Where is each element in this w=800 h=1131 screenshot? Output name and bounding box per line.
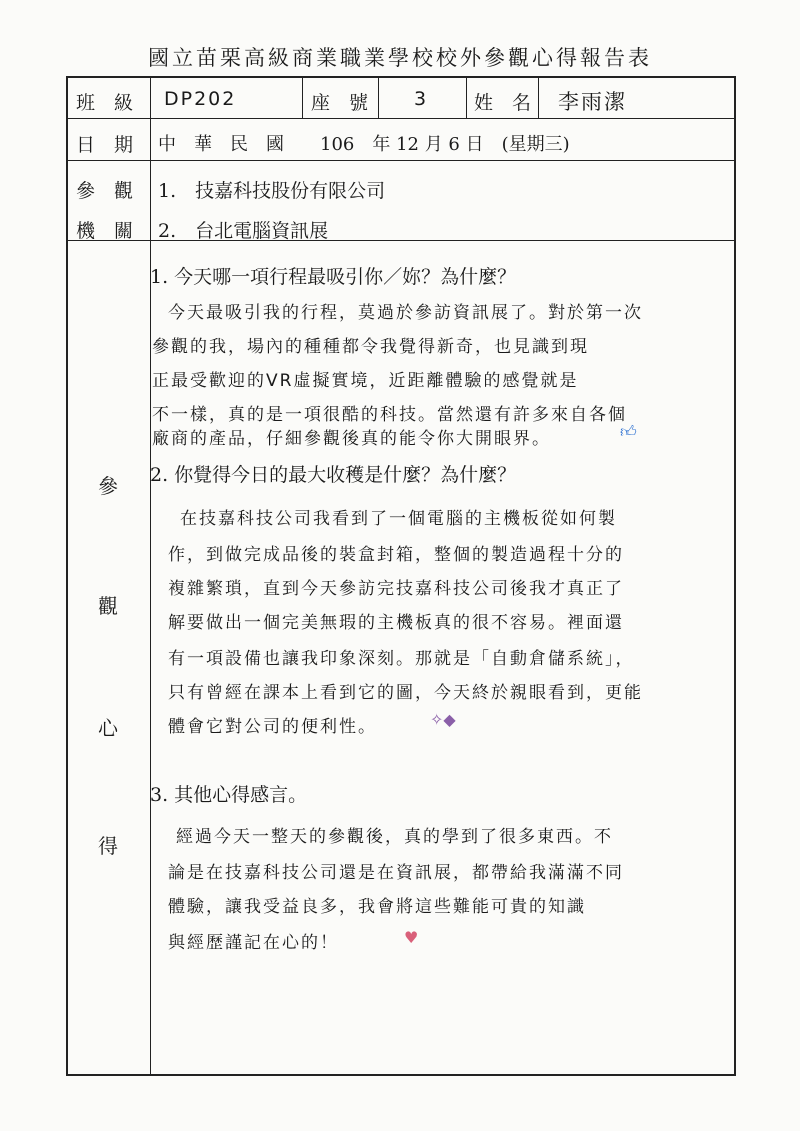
answer-2-line: 在技嘉科技公司我看到了一個電腦的主機板從如何製: [180, 509, 617, 529]
answer-2-line: 作，到做完成品後的裝盒封箱，整個的製造過程十分的: [168, 545, 624, 565]
visit-item-2: 2. 台北電腦資訊展: [158, 220, 329, 242]
column-divider: [302, 78, 303, 118]
answer-1-line: 不一樣，真的是一項很酷的科技。當然還有許多來自各個: [152, 405, 627, 425]
name-value: 李雨潔: [558, 90, 627, 114]
seat-label: 座 號: [311, 92, 369, 114]
answer-3-line: 經過今天一整天的參觀後，真的學到了很多東西。不: [176, 827, 613, 847]
reflection-label-char: 參: [98, 474, 118, 498]
answer-2-line: 解要做出一個完美無瑕的主機板真的很不容易。裡面還: [168, 613, 624, 633]
reflection-label-char: 得: [98, 834, 118, 858]
column-divider: [378, 78, 379, 118]
answer-2-line: 有一項設備也讓我印象深刻。那就是「自動倉儲系統」，: [168, 649, 635, 669]
heart-icon: ♥: [404, 928, 419, 947]
form-title: 國立苗栗高級商業職業學校校外參觀心得報告表: [148, 46, 652, 70]
name-label: 姓 名: [474, 92, 532, 114]
question-2: 2. 你覺得今日的最大收穫是什麼？為什麼？: [150, 464, 517, 486]
class-label: 班 級: [76, 92, 134, 114]
visit-label-bottom: 機 關: [76, 220, 134, 242]
sparkle-icon: ✧◆: [430, 710, 456, 729]
answer-2-line: 體會它對公司的便利性。: [168, 717, 377, 737]
date-label: 日 期: [76, 134, 134, 156]
answer-1-line: 廠商的產品，仔細參觀後真的能令你大開眼界。: [152, 429, 551, 449]
reflection-label-char: 心: [98, 716, 118, 740]
answer-3-line: 體驗，讓我受益良多，我會將這些難能可貴的知識: [168, 897, 586, 917]
seat-value: 3: [414, 88, 429, 110]
column-divider: [466, 78, 467, 118]
thumbs-up-icon: 👍︎: [620, 422, 637, 441]
column-divider: [538, 78, 539, 118]
answer-2-line: 複雜繁瑣，直到今天參訪完技嘉科技公司後我才真正了: [168, 579, 624, 599]
answer-3-line: 論是在技嘉科技公司還是在資訊展，都帶給我滿滿不同: [168, 863, 624, 883]
answer-1-line: 參觀的我，場內的種種都令我覺得新奇，也見識到現: [152, 337, 589, 357]
visit-label-top: 參 觀: [76, 180, 134, 202]
question-3: 3. 其他心得感言。: [150, 784, 308, 806]
row-divider: [68, 118, 734, 119]
class-value: DP202: [164, 88, 237, 110]
answer-1-line: 正最受歡迎的VR虛擬實境，近距離體驗的感覺就是: [152, 371, 579, 391]
report-form: [66, 76, 736, 1076]
date-value: 中 華 民 國 106 年 12 月 6 日 (星期三): [158, 134, 570, 155]
answer-2-line: 只有曾經在課本上看到它的圖，今天終於親眼看到，更能: [168, 683, 643, 703]
answer-1-line: 今天最吸引我的行程，莫過於參訪資訊展了。對於第一次: [168, 303, 643, 323]
question-1: 1. 今天哪一項行程最吸引你／妳？為什麼？: [150, 266, 517, 288]
visit-item-1: 1. 技嘉科技股份有限公司: [158, 180, 386, 202]
column-divider: [150, 78, 151, 240]
column-divider: [150, 240, 151, 1076]
row-divider: [68, 160, 734, 161]
answer-3-line: 與經歷謹記在心的！: [168, 933, 339, 953]
reflection-label-char: 觀: [98, 594, 118, 618]
